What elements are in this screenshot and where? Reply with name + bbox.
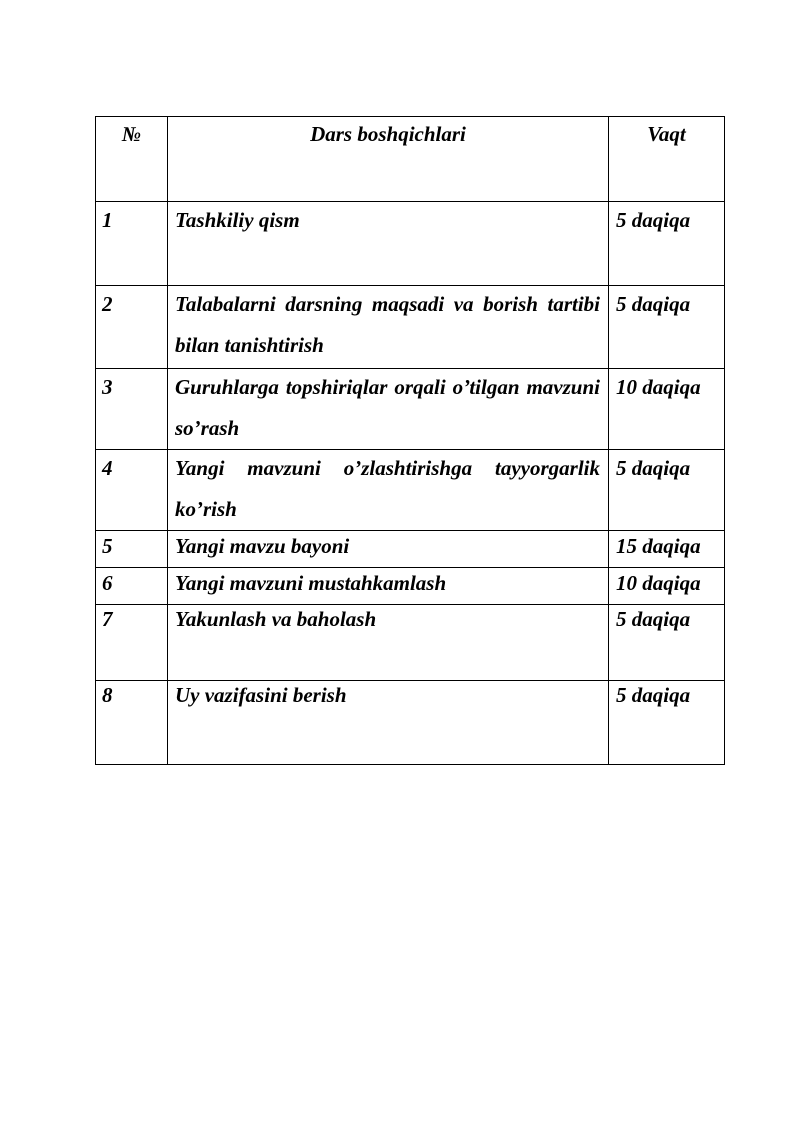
header-time: Vaqt: [609, 117, 725, 202]
table-row: [96, 369, 725, 450]
table-row: [96, 450, 725, 531]
table-row: [96, 286, 725, 369]
table-row: [96, 531, 725, 568]
table-row: [96, 202, 725, 286]
row-number: 3: [96, 369, 168, 450]
row-time: 5 daqiqa: [609, 450, 725, 531]
row-time: 10 daqiqa: [609, 568, 725, 605]
row-stage: Yangi mavzu bayoni: [168, 531, 609, 568]
header-stage: Dars boshqichlari: [168, 117, 609, 202]
header-number: №: [96, 117, 168, 202]
row-stage: Guruhlarga topshiriqlar orqali o’tilgan mavzuni so’rash: [168, 369, 609, 450]
row-number: 2: [96, 286, 168, 369]
row-stage: Yangi mavzuni o’zlashtirishga tayyorgarlik ko’rish: [168, 450, 609, 531]
row-time: 5 daqiqa: [609, 681, 725, 765]
row-stage: Tashkiliy qism: [168, 202, 609, 286]
table-header-row: [96, 117, 725, 202]
row-stage: Yangi mavzuni mustahkamlash: [168, 568, 609, 605]
table-row: [96, 568, 725, 605]
row-number: 4: [96, 450, 168, 531]
row-number: 8: [96, 681, 168, 765]
row-stage: Talabalarni darsning maqsadi va borish tartibi bilan tanishtirish: [168, 286, 609, 369]
table-row: [96, 605, 725, 681]
row-stage: Yakunlash va baholash: [168, 605, 609, 681]
row-time: 5 daqiqa: [609, 286, 725, 369]
row-number: 1: [96, 202, 168, 286]
row-number: 6: [96, 568, 168, 605]
lesson-stages-table: [95, 116, 725, 765]
row-time: 10 daqiqa: [609, 369, 725, 450]
row-number: 5: [96, 531, 168, 568]
row-stage: Uy vazifasini berish: [168, 681, 609, 765]
row-time: 5 daqiqa: [609, 605, 725, 681]
row-time: 5 daqiqa: [609, 202, 725, 286]
row-time: 15 daqiqa: [609, 531, 725, 568]
table-row: [96, 681, 725, 765]
row-number: 7: [96, 605, 168, 681]
